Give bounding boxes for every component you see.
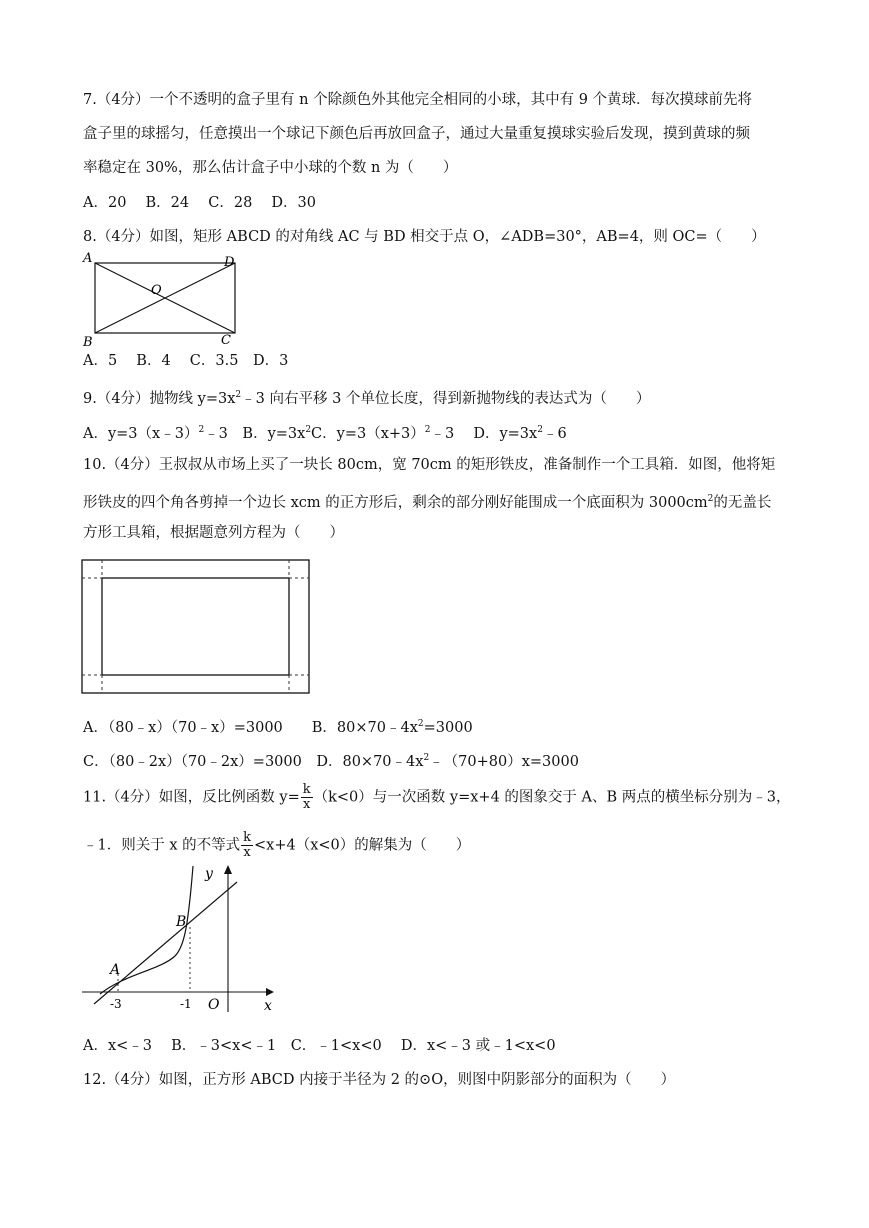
point-a-label: A xyxy=(110,962,121,978)
q9-opt-d-tail: ﹣6 xyxy=(542,425,567,442)
q9-opt-c: C．y=3（x+3） xyxy=(311,425,425,442)
q8-options: A．5 B．4 C．3.5 D．3 xyxy=(83,353,289,369)
q11-line-2 xyxy=(83,831,470,860)
q9-opt-b: ﹣3 B．y=3x xyxy=(204,425,306,442)
q11-options: A．x<﹣3 B．﹣3<x<﹣1 C．﹣1<x<0 D．x<﹣3 或﹣1<x<0 xyxy=(83,1038,556,1054)
q9-opt-d: ﹣3 D．y=3x xyxy=(430,425,538,442)
q9-sup: 2 xyxy=(235,390,242,400)
cut-lines xyxy=(82,560,309,693)
q9-stem-a: 9.（4分）抛物线 y=3x xyxy=(83,390,236,407)
q9-sup-a: 2 xyxy=(198,425,205,435)
q10-sup: 2 xyxy=(707,494,714,504)
q11-line-1b: （k<0）与一次函数 y=x+4 的图象交于 A、B 两点的横坐标分别为﹣3， xyxy=(313,789,791,806)
q7-line-1: 7.（4分）一个不透明的盒子里有 n 个除颜色外其他完全相同的小球，其中有 9 个黄球．每次摸球前先将 xyxy=(83,92,753,108)
q11-line-1a: 11.（4分）如图，反比例函数 y= xyxy=(83,789,300,806)
q10-line-1: 10.（4分）王叔叔从市场上买了一块长 80cm，宽 70cm 的矩形铁皮，准备制作一个工具箱．如图，他将矩 xyxy=(83,457,776,473)
label-d: D xyxy=(224,255,235,270)
point-b-label: B xyxy=(176,914,187,930)
q11-fraction-1 xyxy=(301,783,313,812)
q9-stem-b: ﹣3 向右平移 3 个单位长度，得到新抛物线的表达式为（ ） xyxy=(241,390,651,407)
q7-line-2: 盒子里的球摇匀，任意摸出一个球记下颜色后再放回盒子，通过大量重复摸球实验后发现，摸到黄球的频 xyxy=(83,126,750,142)
q10-opt-b-tail: =3000 xyxy=(423,719,473,736)
axis-label-y: y xyxy=(205,866,213,882)
q9-stem xyxy=(83,385,650,409)
frac-num-2: k xyxy=(243,830,252,845)
q10-sup-d: 2 xyxy=(423,753,430,763)
q8-stem: 8.（4分）如图，矩形 ABCD 的对角线 AC 与 BD 相交于点 O，∠ADB=30°，AB=4，则 OC=（ ） xyxy=(83,229,766,245)
axis-label-x: x xyxy=(264,998,272,1014)
label-a: A xyxy=(83,251,93,266)
tick-label-minus-3: -3 xyxy=(110,997,122,1011)
q9-sup-c: 2 xyxy=(424,425,431,435)
q12-stem: 12.（4分）如图，正方形 ABCD 内接于半径为 2 的⊙O，则图中阴影部分的面积为（ ） xyxy=(83,1072,676,1088)
q11-line-2a: ﹣1．则关于 x 的不等式 xyxy=(83,837,241,854)
q9-sup-d: 2 xyxy=(537,425,543,435)
q10-options-cd xyxy=(83,748,579,772)
frac-den-2: x xyxy=(243,845,251,860)
q11-line-2b: <x+4（x<0）的解集为（ ） xyxy=(254,837,471,854)
inner-base xyxy=(102,578,289,675)
q10-line-2a: 形铁皮的四个角各剪掉一个边长 xcm 的正方形后，剩余的部分刚好能围成一个底面积为 3000cm xyxy=(83,494,708,511)
q7-options: A．20 B．24 C．28 D．30 xyxy=(83,195,316,211)
label-c: C xyxy=(221,333,231,348)
q10-opt-cd: C．（80﹣2x）（70﹣2x）=3000 D．80×70﹣4x xyxy=(83,753,424,770)
q9-sup-b: 2 xyxy=(305,425,312,435)
q10-tin-sheet-figure xyxy=(80,558,312,696)
q10-opt-ab: A．（80﹣x）（70﹣x）=3000 B．80×70﹣4x xyxy=(83,719,418,736)
q10-sup-b: 2 xyxy=(417,719,424,729)
frac-num: k xyxy=(302,782,311,797)
frac-den: x xyxy=(303,797,311,812)
q11-line-1 xyxy=(83,783,790,812)
q9-options xyxy=(83,420,567,444)
label-o: O xyxy=(151,283,162,298)
label-b: B xyxy=(83,335,93,350)
q8-rectangle-figure xyxy=(80,250,250,350)
origin-label: O xyxy=(208,997,220,1013)
outer-sheet xyxy=(82,560,309,693)
q10-line-3: 方形工具箱，根据题意列方程为（ ） xyxy=(83,525,344,541)
line-y-x-plus-4 xyxy=(94,882,237,1004)
q10-line-2 xyxy=(83,489,771,513)
y-axis-arrow xyxy=(224,865,232,874)
q10-options-ab xyxy=(83,714,473,738)
q7-line-3: 率稳定在 30%，那么估计盒子中小球的个数 n 为（ ） xyxy=(83,160,458,176)
x-axis-arrow xyxy=(266,988,274,996)
q10-line-2b: 的无盖长 xyxy=(713,494,772,511)
q10-opt-d-tail: ﹣（70+80）x=3000 xyxy=(429,753,579,770)
tick-label-minus-1: -1 xyxy=(180,997,192,1011)
q11-fraction-2 xyxy=(241,831,253,860)
q9-opt-a: A．y=3（x﹣3） xyxy=(83,425,199,442)
q11-graph-figure xyxy=(80,862,280,1022)
